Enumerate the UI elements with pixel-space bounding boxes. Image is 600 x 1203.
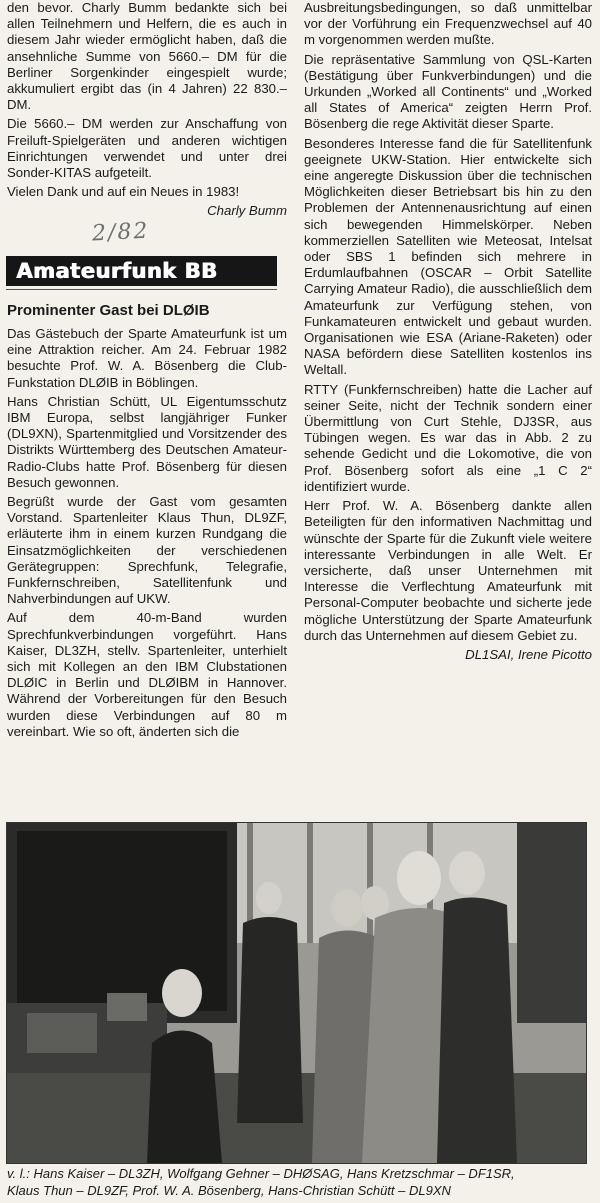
- right-column: [304, 0, 592, 663]
- divider: [6, 289, 277, 290]
- paragraph: Begrüßt wurde der Gast vom gesamten Vorstand. Spartenleiter Klaus Thun, DL9ZF, erläuterte ihm in einem kurzen Rundgang die Einsatzmöglichkeiten der verschiedenen Gerätegruppen: Sprechfunk, Telegrafie, Funkfernschreiben, Satellitenfunk und Nahverbindungen auf UKW.: [7, 494, 287, 607]
- paragraph: RTTY (Funkfernschreiben) hatte die Lacher auf seiner Seite, nicht der Technik sondern einer Übermittlung von Curt Stehle, DJ3SR, aus Tübingen wegen. Es war das in Abb. 2 zu sehende Gedicht und die Lokomotive, die von Prof. Bösenberg sofort als eine „1 C 2“ identifiziert wurde.: [304, 381, 592, 494]
- signature: Charly Bumm: [207, 203, 287, 219]
- paragraph: Die repräsentative Sammlung von QSL-Karten (Bestätigung über Funkverbindungen) und die Urkunden „Worked all Continents“ und „Worked all States of America“ zeigten Herrn Prof. Bösenberg die rege Aktivität dieser Sparte.: [304, 51, 592, 132]
- handwritten-note: 2/82: [91, 218, 151, 247]
- paragraph: Besonderes Interesse fand die für Satellitenfunk geeignete UKW-Station. Hier entwickelte sich eine angeregte Diskussion über die technischen Möglichkeiten dieser Betriebsart bis hin zu den Problemen der Antennenausrichtung auf einen sich bewegenden Himmelskörper. Neben kommerziellen Satelliten wie Meteosat, Intelsat oder SBS 1 befinden sich mehrere in Erdumlaufbahnen (OSCAR – Orbit Satellite Carrying Amateur Radio), die ausschließlich dem Amateurfunk zur Verfügung stehen, von Funkamateuren entwickelt und gebaut wurden. Organisationen wie ESA (Ariane-Raketen) oder NASA befördern diese Satelliten kostenlos ins Weltall.: [304, 135, 592, 378]
- paragraph: Vielen Dank und auf ein Neues in 1983!: [7, 184, 240, 200]
- section-banner-label: Amateurfunk BB: [16, 259, 218, 283]
- article-headline: Prominenter Gast bei DLØIB: [7, 302, 210, 319]
- left-column-article: [7, 326, 287, 743]
- paragraph: Auf dem 40-m-Band wurden Sprechfunkverbindungen vorgeführt. Hans Kaiser, DL3ZH, stellv. Spartenleiter, unterhielt sich mit Kollegen an den IBM Clubstationen DLØIC in Berlin und DLØIBM in Hannover. Während der Vorbereitungen für den Besuch wurden diese Verbindungen auf 80 m vereinbart. Wie so oft, änderten sich die: [7, 610, 287, 739]
- paragraph: Ausbreitungsbedingungen, so daß unmittelbar vor der Vorführung ein Frequenzwechsel auf 40 m vorgenommen werden mußte.: [304, 0, 592, 48]
- photo-illustration: [7, 823, 586, 1163]
- paragraph: Herr Prof. W. A. Bösenberg dankte allen Beteiligten für den informativen Nachmittag und wünschte der Sparte für die Zukunft viele weitere interessante Verbindungen in alle Welt. Er versicherte, daß unser Unternehmen mit Interesse die Verflechtung Amateurfunk mit Personal-Computer beobachte und sicherte jede mögliche Unterstützung der Sparte Amateurfunk durch das Unternehmen auf diesem Gebiet zu.: [304, 498, 592, 643]
- group-photo: [6, 822, 587, 1164]
- caption-line: Klaus Thun – DL9ZF, Prof. W. A. Bösenberg, Hans-Christian Schütt – DL9XN: [7, 1183, 451, 1198]
- paragraph: den bevor. Charly Bumm bedankte sich bei allen Teilnehmern und Helfern, die es auch in diesem Jahr wieder ermöglicht haben, daß die ansehnliche Summe von 5660.– DM für die Berliner Sorgenkinder eingespielt wurde; akkumuliert ergibt das (in 4 Jahren) 22 830.– DM.: [7, 0, 287, 113]
- caption-line: v. l.: Hans Kaiser – DL3ZH, Wolfgang Gehner – DHØSAG, Hans Kretzschmar – DF1SR,: [7, 1166, 515, 1181]
- paragraph: Hans Christian Schütt, UL Eigentumsschutz IBM Europa, selbst langjähriger Funker (DL9XN), Spartenmitglied und Vorsitzender des Distrikts Württemberg des Deutschen Amateur-Radio-Clubs hatte Prof. Bösenberg für diesen Besuch gewonnen.: [7, 393, 287, 490]
- paragraph: Die 5660.– DM werden zur Anschaffung von Freiluft-Spielgeräten und anderen wichtigen Einrichtungen verwendet und unter drei Sonder-KITAS aufgeteilt.: [7, 116, 287, 181]
- photo-caption: [7, 1165, 593, 1199]
- signature: DL1SAI, Irene Picotto: [465, 646, 592, 662]
- paragraph: Das Gästebuch der Sparte Amateurfunk ist um eine Attraktion reicher. Am 24. Februar 1982 besuchte Prof. W. A. Bösenberg die Club-Funkstation DLØIB in Böblingen.: [7, 326, 287, 390]
- section-banner: [6, 256, 277, 286]
- left-column-top: [7, 0, 287, 220]
